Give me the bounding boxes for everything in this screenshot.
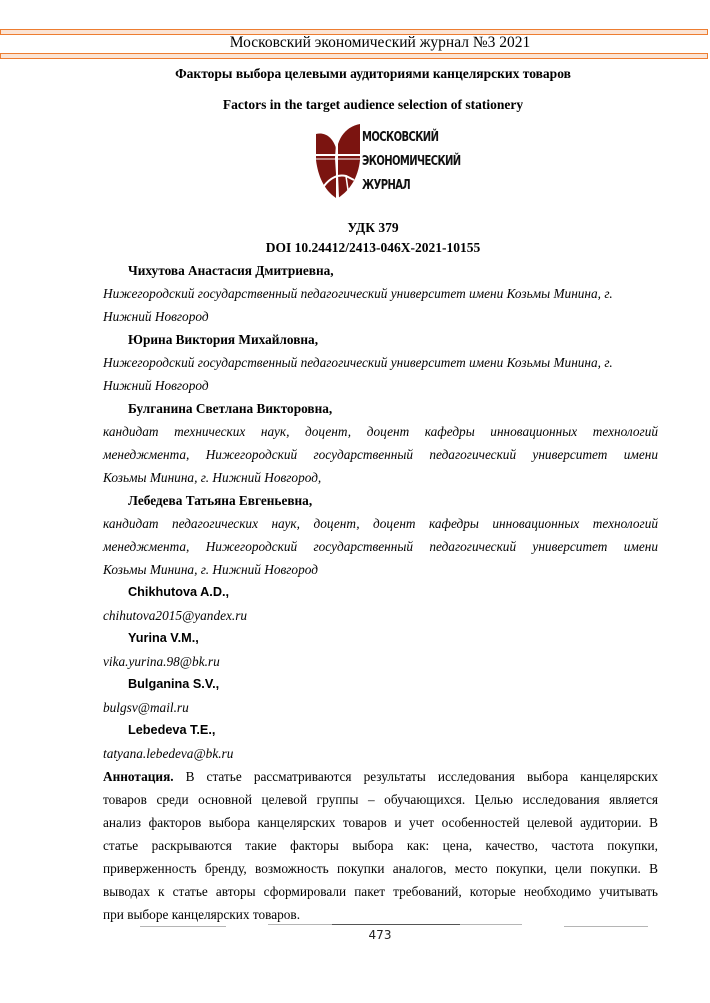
author-affiliation: Козьмы Минина, г. Нижний Новгород, — [103, 470, 322, 485]
footer-divider — [460, 924, 522, 925]
article-title-ru: Факторы выбора целевыми аудиториями канцелярских товаров — [175, 66, 571, 81]
author-affiliation: Нижегородский государственный педагогический университет имени Козьмы Минина, г. — [103, 355, 613, 370]
footer-divider — [564, 926, 648, 927]
author-name-en: Chikhutova A.D., — [128, 585, 230, 599]
logo-text-line1: МОСКОВСКИЙ — [362, 130, 439, 145]
author-name-ru: Лебедева Татьяна Евгеньевна, — [128, 493, 313, 508]
footer-divider — [268, 924, 332, 925]
abstract-line: товаров среди основной целевой группы – обучающихся. Целью исследования является — [103, 792, 658, 807]
author-name-en: Yurina V.M., — [128, 631, 199, 645]
abstract-line: при выборе канцелярских товаров. — [103, 907, 301, 922]
abstract-line — [103, 765, 658, 788]
article-title-en: Factors in the target audience selection of stationery — [222, 97, 524, 112]
abstract-label: Аннотация. — [103, 769, 174, 784]
author-name-en: Bulganina S.V., — [128, 677, 220, 691]
journal-logo — [316, 124, 461, 198]
udk-code: УДК 379 — [347, 220, 399, 235]
logo-text-line2: ЭКОНОМИЧЕСКИЙ — [362, 154, 461, 169]
author-affiliation: менеджмента, Нижегородский государственный педагогический университет имени — [103, 539, 658, 554]
author-name-en: Lebedeva T.E., — [128, 723, 216, 737]
article-body — [103, 259, 658, 926]
abstract-line: статье раскрываются такие факторы выбора как: цена, качество, частота покупки, — [103, 838, 658, 853]
author-affiliation: Нижний Новгород — [103, 309, 209, 324]
page-number: 473 — [368, 928, 392, 942]
author-email[interactable]: chihutova2015@yandex.ru — [103, 608, 248, 623]
abstract-line: анализ факторов выбора канцелярских товаров и учет особенностей целевой аудитории. В — [103, 815, 658, 830]
doi: DOI 10.24412/2413-046X-2021-10155 — [265, 240, 481, 255]
journal-title: Московский экономический журнал №3 2021 — [229, 34, 531, 51]
abstract-text: В статье рассматриваются результаты исследования выбора канцелярских — [173, 769, 658, 784]
author-email[interactable]: tatyana.lebedeva@bk.ru — [103, 746, 234, 761]
author-email[interactable]: vika.yurina.98@bk.ru — [103, 654, 220, 669]
shield-logo-icon — [316, 124, 360, 198]
author-affiliation: Козьмы Минина, г. Нижний Новгород — [103, 562, 318, 577]
logo-text-line3: ЖУРНАЛ — [362, 178, 411, 193]
author-affiliation: кандидат технических наук, доцент, доцент кафедры инновационных технологий — [103, 424, 658, 439]
abstract-line: выводах к статье авторы сформировали пакет требований, которые необходимо учитывать — [103, 884, 658, 899]
author-affiliation: менеджмента, Нижегородский государственный педагогический университет имени — [103, 447, 658, 462]
header-bottom-bar — [0, 53, 708, 59]
footer-divider-center — [332, 924, 460, 925]
author-affiliation: кандидат педагогических наук, доцент, доцент кафедры инновационных технологий — [103, 516, 658, 531]
author-name-ru: Юрина Виктория Михайловна, — [128, 332, 319, 347]
author-name-ru: Булганина Светлана Викторовна, — [128, 401, 333, 416]
abstract-line: приверженность бренду, возможность покупки аналогов, место покупки, цели покупки. В — [103, 861, 658, 876]
author-name-ru: Чихутова Анастасия Дмитриевна, — [128, 263, 334, 278]
author-email[interactable]: bulgsv@mail.ru — [103, 700, 189, 715]
author-affiliation: Нижегородский государственный педагогический университет имени Козьмы Минина, г. — [103, 286, 613, 301]
author-affiliation: Нижний Новгород — [103, 378, 209, 393]
footer-divider — [140, 926, 226, 927]
